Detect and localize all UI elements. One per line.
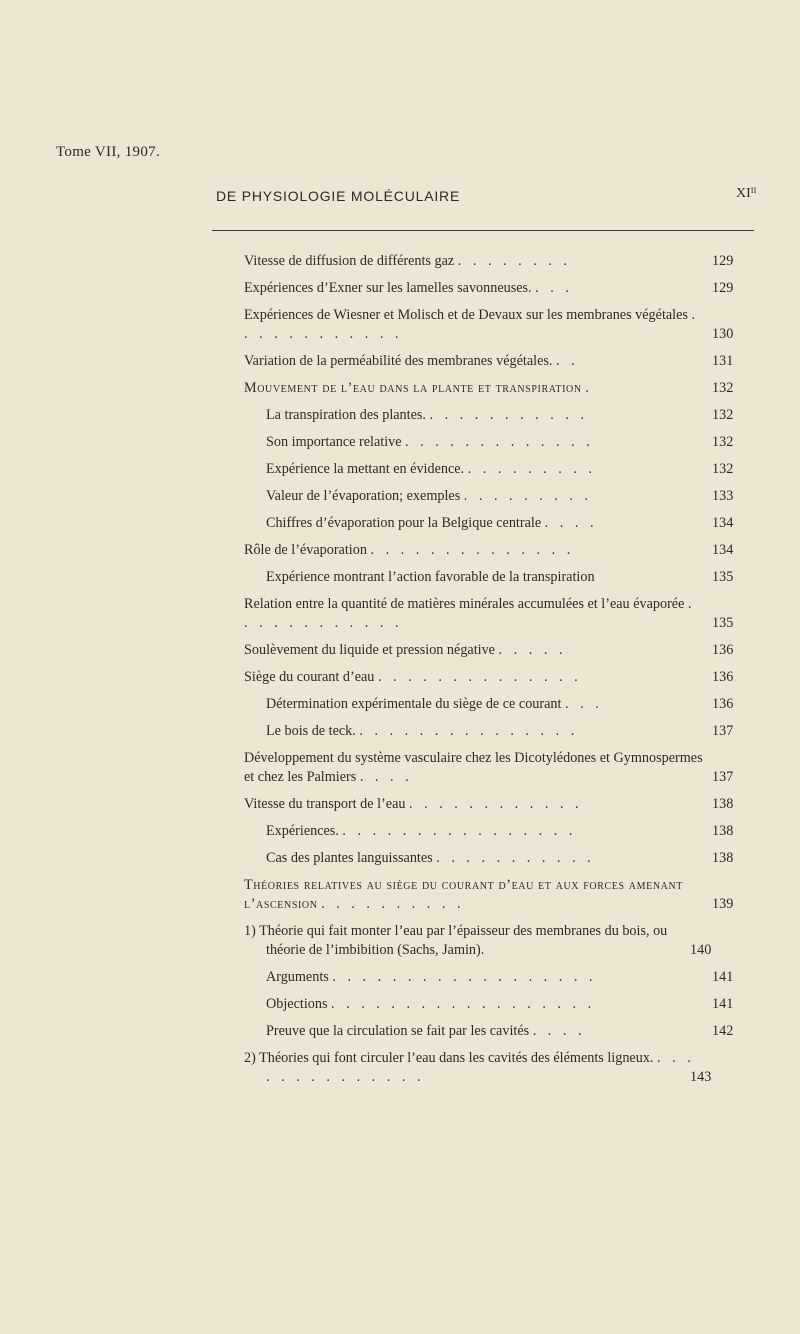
toc-entry-page: 129 [712,280,734,296]
toc-entry-title: La transpiration des plantes. [266,407,426,423]
toc-entry-page: 137 [712,723,734,739]
toc-leader-dots: . . . . . . . . . . . . . . [266,1050,695,1085]
toc-leader-dots: . . . . . . . . . [463,488,593,504]
toc-entry-title: Expérience la mettant en évidence. [266,461,465,477]
toc-entry-page: 143 [690,1069,712,1085]
toc-entry-page: 141 [712,996,734,1012]
toc-entry-page: 132 [712,434,734,450]
toc-entry-page: 136 [712,642,734,658]
toc-entry-page: 132 [712,407,734,423]
toc-leader-dots: . . . [565,696,603,712]
toc-entry [244,406,750,425]
toc-entry-title: Objections [266,996,328,1012]
toc-entry-page: 142 [712,1023,734,1039]
toc-entry-title: Détermination expérimentale du siège de ce courant [266,696,562,712]
toc-entry-page: 136 [712,696,734,712]
toc-leader-dots: . . . . . . . . . . . . . [405,434,594,450]
toc-entry [244,968,750,987]
toc-entry-title: Expériences d’Exner sur les lamelles savonneuses. [244,280,532,296]
toc-entry-title: Soulèvement du liquide et pression négative [244,642,495,658]
toc-entry [244,568,750,587]
toc-entry [244,514,750,533]
toc-entry-title: Expériences de Wiesner et Molisch et de Devaux sur les membranes végétales [244,307,688,323]
toc-entry-page: 134 [712,515,734,531]
toc-entry-title: Relation entre la quantité de matières minérales accumulées et l’eau évaporée [244,596,685,612]
toc-entry [244,352,750,371]
toc-entry-title: 2) Théories qui font circuler l’eau dans les cavités des éléments ligneux. [244,1050,654,1066]
toc-leader-dots: . . . . . . . . . . . . . . . . [342,823,577,839]
toc-entry-title: Théories relatives au siège du courant d’eau et aux forces amenant l’ascension [244,877,684,912]
toc-leader-dots: . . . . . . . . . . . . . . . [359,723,579,739]
toc-leader-dots: . [585,380,593,396]
toc-leader-dots: . . . . . . . . . [467,461,596,477]
volume-label: Tome VII, 1907. [56,144,160,160]
toc-leader-dots: . . . . . . . . . . . [436,850,595,866]
toc-entry-title: Cas des plantes languissantes [266,850,433,866]
toc-entry-title: 1) Théorie qui fait monter l’eau par l’épaisseur des membranes du bois, ou théorie de l’imbibition (Sachs, Jamin). [244,923,668,958]
toc-leader-dots: . . . . [359,769,413,785]
toc-entry-title: Expériences. [266,823,339,839]
toc-leader-dots: . . . . . . . . [457,253,571,269]
toc-entry [244,541,750,560]
toc-entry-page: 135 [712,615,734,631]
toc-entry-page: 139 [712,896,734,912]
header-rule [212,230,754,231]
toc-entry [244,922,750,960]
toc-leader-dots: . . . . . . . . . . . [429,407,588,423]
toc-entry [244,379,750,398]
toc-leader-dots: . . . . . . . . . . . . [409,796,583,812]
toc-entry-page: 137 [712,769,734,785]
toc-entry [244,306,750,344]
toc-entry [244,795,750,814]
toc-entry-title: Valeur de l’évaporation; exemples [266,488,461,504]
toc-entry-page: 130 [712,326,734,342]
toc-entry [244,749,750,787]
toc-entry-title: Expérience montrant l’action favorable de la transpiration [266,569,595,585]
toc-entry-title: Vitesse de diffusion de différents gaz [244,253,455,269]
toc-leader-dots: . . . . . . . . . . . . . . [370,542,575,558]
toc-entry [244,722,750,741]
toc-entry-title: Arguments [266,969,329,985]
toc-entry-page: 129 [712,253,734,269]
toc-entry [244,641,750,660]
toc-leader-dots: . . . [535,280,573,296]
toc-entry [244,876,750,914]
toc-entry [244,487,750,506]
toc-entry-page: 131 [712,353,734,369]
toc-entry-page: 132 [712,380,734,396]
toc-entry-page: 135 [712,569,734,585]
toc-entry-title: Preuve que la circulation se fait par les cavités [266,1023,530,1039]
toc-leader-dots: . . . . . . . . . . . . [244,307,700,342]
toc-leader-dots: . . . . . [498,642,567,658]
toc-entry-page: 138 [712,796,734,812]
toc-entry-title: Variation de la perméabilité des membranes végétales. [244,353,553,369]
toc-entry-page: 133 [712,488,734,504]
toc-leader-dots: . . . . . . . . . . . . . . [377,669,582,685]
running-head-title: DE PHYSIOLOGIE MOLÉCULAIRE [216,188,461,204]
toc-entry-page: 136 [712,669,734,685]
toc-entry [244,433,750,452]
toc-entry [244,1022,750,1041]
toc-leader-dots: . . . . . . . . . . . . [244,596,696,631]
toc-leader-dots: . . . . . . . . . . . . . . . . . . [331,996,596,1012]
toc-entry [244,849,750,868]
toc-entry-page: 138 [712,823,734,839]
toc-leader-dots: . . . . . . . . . . . . . . . . . . [332,969,597,985]
toc-entry [244,279,750,298]
toc-entry-title: Développement du système vasculaire chez les Dicotylédones et Gymnospermes et chez les Palmiers [244,750,703,785]
toc-entry [244,595,750,633]
toc-entry-title: Vitesse du transport de l’eau [244,796,406,812]
toc-entry-title: Le bois de teck. [266,723,356,739]
toc-entry [244,822,750,841]
toc-entry [244,460,750,479]
toc-entry [244,1049,750,1087]
toc-leader-dots: . . . . [544,515,598,531]
toc-entry-title: Chiffres d’évaporation pour la Belgique centrale [266,515,542,531]
table-of-contents [244,252,750,1095]
toc-leader-dots: . . . . [532,1023,586,1039]
toc-entry [244,668,750,687]
toc-entry-page: 138 [712,850,734,866]
toc-entry-title: Mouvement de l’eau dans la plante et transpiration [244,380,582,396]
toc-entry-title: Siège du courant d’eau [244,669,375,685]
toc-leader-dots: . . . . . . . . . . [321,896,465,912]
toc-entry-page: 141 [712,969,734,985]
toc-entry-page: 140 [690,942,712,958]
toc-entry [244,252,750,271]
toc-entry [244,695,750,714]
toc-entry-title: Rôle de l’évaporation [244,542,367,558]
page-number: XIᴵᴵ [736,186,757,201]
toc-entry-page: 132 [712,461,734,477]
toc-entry [244,995,750,1014]
toc-leader-dots: . . [556,353,579,369]
toc-entry-page: 134 [712,542,734,558]
toc-entry-title: Son importance relative [266,434,402,450]
